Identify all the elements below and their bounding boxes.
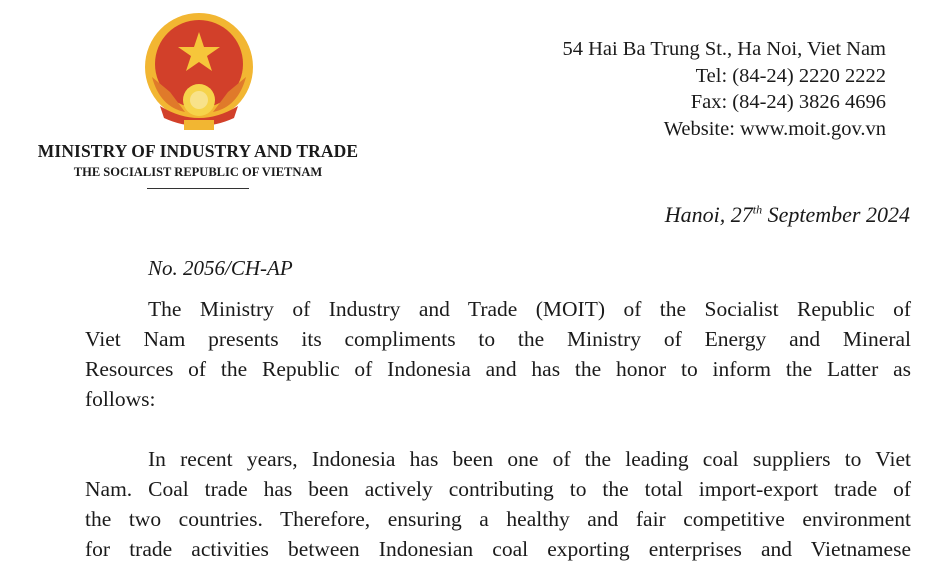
telephone: Tel: (84-24) 2220 2222 (695, 64, 886, 87)
letter-date (665, 202, 910, 228)
republic-name: THE SOCIALIST REPUBLIC OF VIETNAM (73, 165, 323, 179)
document-number: No. 2056/CH-AP (148, 256, 293, 280)
header-divider (147, 188, 249, 189)
text-line: Viet Nam presents its compliments to the Ministry of Energy and Mineral (85, 327, 911, 351)
paragraph-1 (85, 294, 911, 414)
fax: Fax: (84-24) 3826 4696 (690, 91, 886, 113)
paragraph-2 (85, 444, 911, 564)
national-emblem-icon (140, 12, 258, 132)
text-line: In recent years, Indonesia has been one of the leading coal suppliers to Viet (148, 447, 911, 471)
ministry-name: MINISTRY OF INDUSTRY AND TRADE (37, 141, 359, 161)
text-line: for trade activities between Indonesian coal exporting enterprises and Vietnamese (85, 537, 911, 561)
date-month-year: September 2024 (762, 202, 910, 227)
text-line: Resources of the Republic of Indonesia and has the honor to inform the Latter as (85, 357, 911, 381)
contact-block (562, 36, 886, 142)
date-day: Hanoi, 27 (664, 202, 753, 227)
date-ordinal: th (752, 202, 763, 217)
text-line: the two countries. Therefore, ensuring a healthy and fair competitive environment (85, 507, 911, 531)
website: Website: www.moit.gov.vn (663, 117, 886, 140)
address: 54 Hai Ba Trung St., Ha Noi, Viet Nam (562, 38, 886, 60)
text-line: The Ministry of Industry and Trade (MOIT) of the Socialist Republic of (148, 297, 911, 321)
text-line: follows: (85, 387, 156, 411)
text-line: Nam. Coal trade has been actively contributing to the total import-export trade of (85, 477, 911, 501)
